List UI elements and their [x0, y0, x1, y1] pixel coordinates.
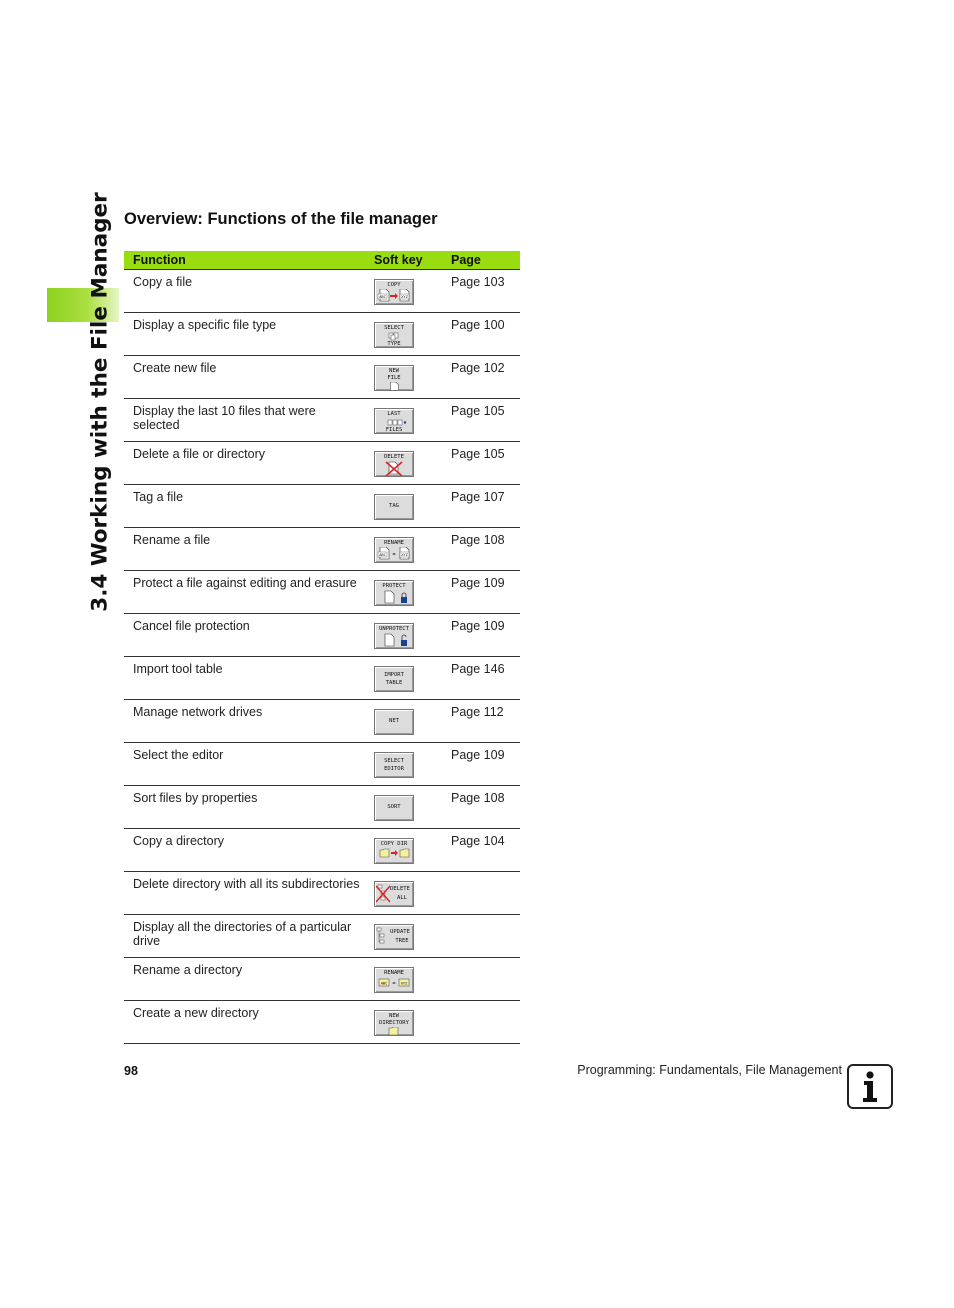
soft-key-cell — [365, 571, 441, 613]
soft-key-cell — [365, 614, 441, 656]
functions-table — [124, 251, 520, 1044]
function-cell: Create new file — [133, 361, 217, 375]
table-row — [124, 958, 520, 1001]
function-cell: Rename a directory — [133, 963, 243, 977]
soft-key-label: DELETE — [384, 454, 404, 460]
svg-text:ABC: ABC — [379, 553, 386, 557]
soft-key-label: RENAME — [384, 540, 404, 546]
copy-file-icon — [375, 289, 413, 302]
table-row — [124, 313, 520, 356]
soft-key-label: COPY DIR — [380, 841, 408, 847]
section-title-vertical: 3.4 Working with the File Manager — [87, 192, 113, 612]
soft-key-label: UPDATE — [390, 929, 410, 935]
page-cell: Page 112 — [451, 705, 504, 719]
soft-key-cell — [365, 915, 441, 957]
table-row — [124, 614, 520, 657]
svg-text:=: = — [392, 980, 396, 987]
soft-key-label: SORT — [387, 804, 401, 810]
soft-key-button[interactable] — [374, 279, 414, 305]
soft-key-cell — [365, 313, 441, 355]
page-cell: Page 105 — [451, 404, 505, 418]
last-files-icon — [375, 418, 413, 427]
new-dir-icon — [375, 1027, 413, 1036]
rename-file-icon — [375, 547, 413, 560]
function-cell: Delete a file or directory — [133, 447, 266, 461]
soft-key-button[interactable] — [374, 924, 414, 950]
function-cell: Import tool table — [133, 662, 223, 676]
soft-key-label: PROTECT — [382, 583, 406, 589]
function-cell: Select the editor — [133, 748, 224, 762]
soft-key-label: COPY — [387, 282, 401, 288]
soft-key-label: NEW — [389, 368, 399, 374]
soft-key-button[interactable] — [374, 451, 414, 477]
soft-key-cell — [365, 442, 441, 484]
function-cell: Display all the directories of a particular drive — [133, 920, 352, 948]
function-cell: Copy a file — [133, 275, 193, 289]
header-function: Function — [133, 253, 186, 267]
page-cell: Page 105 — [451, 447, 505, 461]
header-page: Page — [451, 253, 481, 267]
soft-key-label: SELECT — [384, 758, 404, 764]
soft-key-label-line2: TREE — [395, 938, 409, 944]
page-number: 98 — [124, 1064, 138, 1078]
soft-key-button[interactable] — [374, 666, 414, 692]
function-cell: Create a new directory — [133, 1006, 259, 1020]
function-cell: Copy a directory — [133, 834, 225, 848]
soft-key-label: NET — [389, 718, 399, 724]
table-row — [124, 1001, 520, 1044]
function-cell: Rename a file — [133, 533, 211, 547]
page-cell: Page 146 — [451, 662, 505, 676]
page-heading: Overview: Functions of the file manager — [124, 210, 438, 228]
page-cell: Page 108 — [451, 533, 505, 547]
soft-key-button[interactable] — [374, 494, 414, 520]
table-row — [124, 442, 520, 485]
soft-key-label-line2: TYPE — [387, 341, 401, 347]
page-cell: Page 103 — [451, 275, 505, 289]
table-row — [124, 270, 520, 313]
soft-key-cell — [365, 399, 441, 441]
soft-key-button[interactable] — [374, 709, 414, 735]
soft-key-cell — [365, 657, 441, 699]
soft-key-label: NEW — [389, 1013, 399, 1019]
table-body — [124, 270, 520, 1044]
table-row — [124, 786, 520, 829]
function-cell: Protect a file against editing and erasure — [133, 576, 357, 590]
table-row — [124, 872, 520, 915]
table-row — [124, 915, 520, 958]
soft-key-cell — [365, 872, 441, 914]
svg-text:ABC: ABC — [379, 295, 386, 299]
soft-key-button[interactable] — [374, 322, 414, 348]
soft-key-button[interactable] — [374, 537, 414, 563]
soft-key-label-line2: FILE — [387, 375, 401, 381]
function-cell: Sort files by properties — [133, 791, 258, 805]
soft-key-cell — [365, 356, 441, 398]
soft-key-label: DELETE — [390, 886, 410, 892]
select-type-icon — [375, 332, 413, 341]
soft-key-cell — [365, 743, 441, 785]
soft-key-label: LAST — [387, 411, 401, 417]
soft-key-label: UNPROTECT — [379, 626, 409, 632]
page-cell: Page 109 — [451, 576, 505, 590]
soft-key-cell — [365, 528, 441, 570]
page-cell: Page 104 — [451, 834, 505, 848]
function-cell: Delete directory with all its subdirectories — [133, 877, 360, 891]
svg-text:XYZ: XYZ — [401, 295, 408, 299]
table-row — [124, 829, 520, 872]
page-cell: Page 109 — [451, 748, 505, 762]
soft-key-button[interactable] — [374, 795, 414, 821]
page-cell — [441, 1001, 520, 1043]
info-icon — [847, 1064, 893, 1109]
page-cell: Page 102 — [451, 361, 505, 375]
page-cell: Page 100 — [451, 318, 505, 332]
soft-key-button[interactable] — [374, 580, 414, 606]
delete-icon — [375, 461, 413, 477]
function-cell: Display a specific file type — [133, 318, 277, 332]
soft-key-button[interactable] — [374, 408, 414, 434]
page-cell: Page 107 — [451, 490, 505, 504]
function-cell: Manage network drives — [133, 705, 263, 719]
new-file-icon — [375, 382, 413, 391]
svg-text:ABC: ABC — [380, 981, 388, 986]
soft-key-label-line2: FILES — [385, 427, 403, 433]
table-row — [124, 485, 520, 528]
soft-key-label-line2: ALL — [397, 895, 407, 901]
soft-key-button[interactable] — [374, 967, 414, 993]
soft-key-button[interactable] — [374, 1010, 414, 1036]
soft-key-button[interactable] — [374, 838, 414, 864]
unlock-icon — [375, 633, 413, 647]
soft-key-button[interactable] — [374, 365, 414, 391]
function-cell: Display the last 10 files that were selected — [133, 404, 316, 432]
svg-text:=: = — [392, 552, 396, 558]
soft-key-cell — [365, 786, 441, 828]
function-cell: Tag a file — [133, 490, 184, 504]
svg-text:XYZ: XYZ — [401, 553, 408, 557]
soft-key-label-line2: EDITOR — [384, 766, 404, 772]
table-row — [124, 399, 520, 442]
page-cell: Page 108 — [451, 791, 505, 805]
soft-key-button[interactable] — [374, 881, 414, 907]
table-row — [124, 700, 520, 743]
soft-key-label: SELECT — [384, 325, 404, 331]
lock-icon — [375, 590, 413, 604]
soft-key-cell — [365, 1001, 441, 1043]
page-cell — [441, 872, 520, 914]
table-row — [124, 356, 520, 399]
page-cell — [441, 958, 520, 1000]
rename-dir-icon — [375, 977, 413, 988]
copy-dir-icon — [375, 848, 413, 859]
header-soft-key: Soft key — [374, 253, 423, 267]
soft-key-label: RENAME — [384, 970, 404, 976]
soft-key-cell — [365, 485, 441, 527]
table-row — [124, 528, 520, 571]
soft-key-label-line2: TABLE — [385, 680, 403, 686]
soft-key-label: TAG — [389, 503, 399, 509]
soft-key-button[interactable] — [374, 623, 414, 649]
soft-key-label: IMPORT — [384, 672, 404, 678]
page-cell: Page 109 — [451, 619, 505, 633]
table-row — [124, 743, 520, 786]
svg-text:XYZ: XYZ — [400, 981, 408, 986]
table-header — [124, 251, 520, 270]
soft-key-label-line2: DIRECTORY — [379, 1020, 409, 1026]
chapter-title: Programming: Fundamentals, File Management — [577, 1063, 842, 1077]
table-row — [124, 571, 520, 614]
table-row — [124, 657, 520, 700]
function-cell: Cancel file protection — [133, 619, 250, 633]
soft-key-cell — [365, 958, 441, 1000]
soft-key-button[interactable] — [374, 752, 414, 778]
page-cell — [441, 915, 520, 957]
soft-key-cell — [365, 700, 441, 742]
soft-key-cell — [365, 270, 441, 312]
soft-key-cell — [365, 829, 441, 871]
